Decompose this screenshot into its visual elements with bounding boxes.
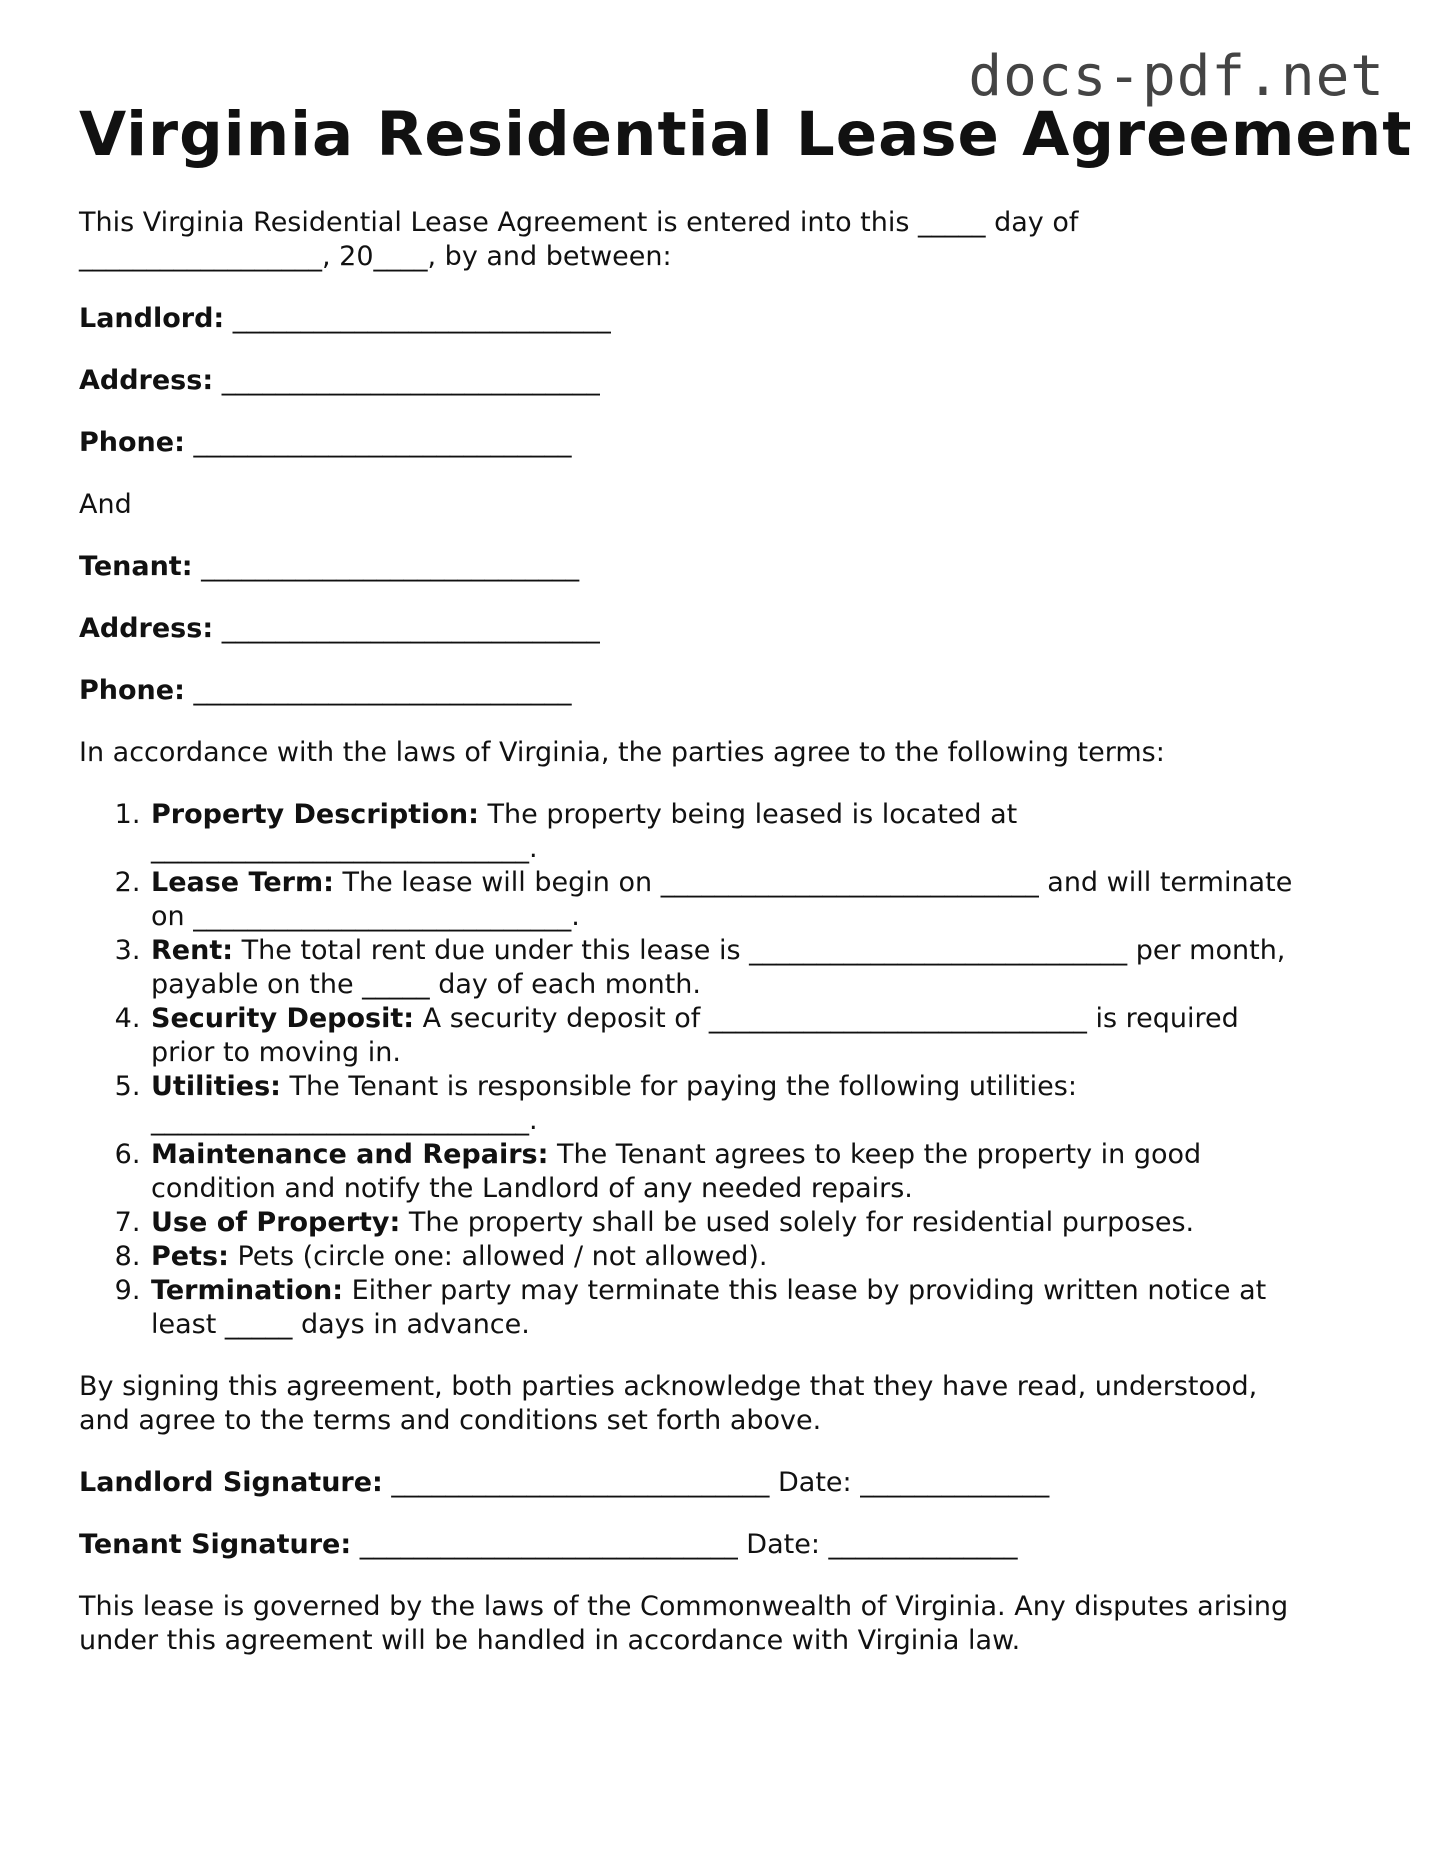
tenant-name-field[interactable] (79, 550, 1369, 584)
tenant-phone-field[interactable] (79, 674, 1369, 708)
intro-line-2: __________________, 20____, by and between: (79, 241, 672, 272)
landlord-phone-field[interactable] (79, 426, 1369, 460)
term-text-cont[interactable]: on ____________________________. (151, 901, 580, 932)
term-item (149, 1138, 1369, 1206)
governing-line-2: under this agreement will be handled in accordance with Virginia law. (79, 1625, 1021, 1656)
term-text[interactable]: The lease will begin on ____________________________ and will terminate (333, 867, 1293, 898)
term-text-cont: condition and notify the Landlord of any needed repairs. (151, 1173, 913, 1204)
governing-paragraph (79, 1590, 1369, 1658)
term-label: Use of Property: (151, 1207, 401, 1238)
tenant-signature-label: Tenant Signature: (79, 1529, 352, 1560)
term-item (149, 866, 1369, 934)
term-label: Maintenance and Repairs: (151, 1139, 549, 1170)
term-text-cont: prior to moving in. (151, 1037, 401, 1068)
landlord-signature-blank[interactable]: ____________________________ Date: ______________ (382, 1467, 1050, 1498)
term-text: The Tenant agrees to keep the property in good (548, 1139, 1202, 1170)
term-text: The Tenant is responsible for paying the following utilities: (280, 1071, 1077, 1102)
watermark: docs-pdf.net (968, 44, 1385, 109)
governing-line-1: This lease is governed by the laws of the Commonwealth of Virginia. Any disputes arising (79, 1591, 1289, 1622)
landlord-signature-label: Landlord Signature: (79, 1467, 383, 1498)
term-text: The property shall be used solely for residential purposes. (400, 1207, 1195, 1238)
term-text-cont[interactable]: least _____ days in advance. (151, 1309, 530, 1340)
tenant-address-label: Address: (79, 613, 214, 644)
tenant-name-label: Tenant: (79, 551, 193, 582)
landlord-name-label: Landlord: (79, 303, 225, 334)
landlord-name-field[interactable] (79, 302, 1369, 336)
term-text-cont[interactable]: ____________________________. (151, 1105, 538, 1136)
document-page (79, 95, 1413, 1658)
term-item (149, 1274, 1369, 1342)
intro-line-1: This Virginia Residential Lease Agreement is entered into this _____ day of (79, 207, 1079, 238)
acknowledge-line-1: By signing this agreement, both parties acknowledge that they have read, understood, (79, 1371, 1258, 1402)
landlord-phone-blank[interactable]: ____________________________ (184, 427, 572, 458)
acknowledge-line-2: and agree to the terms and conditions set forth above. (79, 1405, 822, 1436)
term-item (149, 1070, 1369, 1138)
term-text[interactable]: A security deposit of ____________________________ is required (414, 1003, 1239, 1034)
term-label: Lease Term: (151, 867, 334, 898)
term-item (149, 798, 1369, 866)
term-label: Termination: (151, 1275, 344, 1306)
term-text-cont[interactable]: ____________________________. (151, 833, 538, 864)
term-label: Property Description: (151, 799, 479, 830)
page-title: Virginia Residential Lease Agreement (79, 99, 1413, 170)
and-text: And (79, 489, 132, 520)
term-text-cont[interactable]: payable on the _____ day of each month. (151, 969, 701, 1000)
term-text[interactable]: The total rent due under this lease is ____________________________ per month, (233, 935, 1286, 966)
terms-list (79, 798, 1369, 1342)
tenant-signature-blank[interactable]: ____________________________ Date: ______________ (351, 1529, 1018, 1560)
landlord-name-blank[interactable]: ____________________________ (224, 303, 611, 334)
term-text: The property being leased is located at (478, 799, 1018, 830)
landlord-address-blank[interactable]: ____________________________ (213, 365, 600, 396)
term-item (149, 1240, 1369, 1274)
tenant-address-blank[interactable]: ____________________________ (213, 613, 600, 644)
tenant-phone-label: Phone: (79, 675, 185, 706)
term-label: Security Deposit: (151, 1003, 415, 1034)
accordance-text: In accordance with the laws of Virginia, the parties agree to the following terms: (79, 737, 1165, 768)
term-text[interactable]: Pets (circle one: allowed / not allowed). (228, 1241, 768, 1272)
term-item (149, 1002, 1369, 1070)
tenant-address-field[interactable] (79, 612, 1369, 646)
landlord-phone-label: Phone: (79, 427, 185, 458)
intro-paragraph (79, 206, 1369, 274)
tenant-phone-blank[interactable]: ____________________________ (184, 675, 572, 706)
landlord-signature-field[interactable] (79, 1466, 1369, 1500)
landlord-address-field[interactable] (79, 364, 1369, 398)
tenant-signature-field[interactable] (79, 1528, 1369, 1562)
term-item (149, 934, 1369, 1002)
acknowledge-paragraph (79, 1370, 1369, 1438)
term-label: Pets: (151, 1241, 229, 1272)
term-item (149, 1206, 1369, 1240)
tenant-name-blank[interactable]: ____________________________ (192, 551, 580, 582)
term-label: Rent: (151, 935, 234, 966)
landlord-address-label: Address: (79, 365, 214, 396)
term-label: Utilities: (151, 1071, 281, 1102)
term-text: Either party may terminate this lease by providing written notice at (343, 1275, 1267, 1306)
